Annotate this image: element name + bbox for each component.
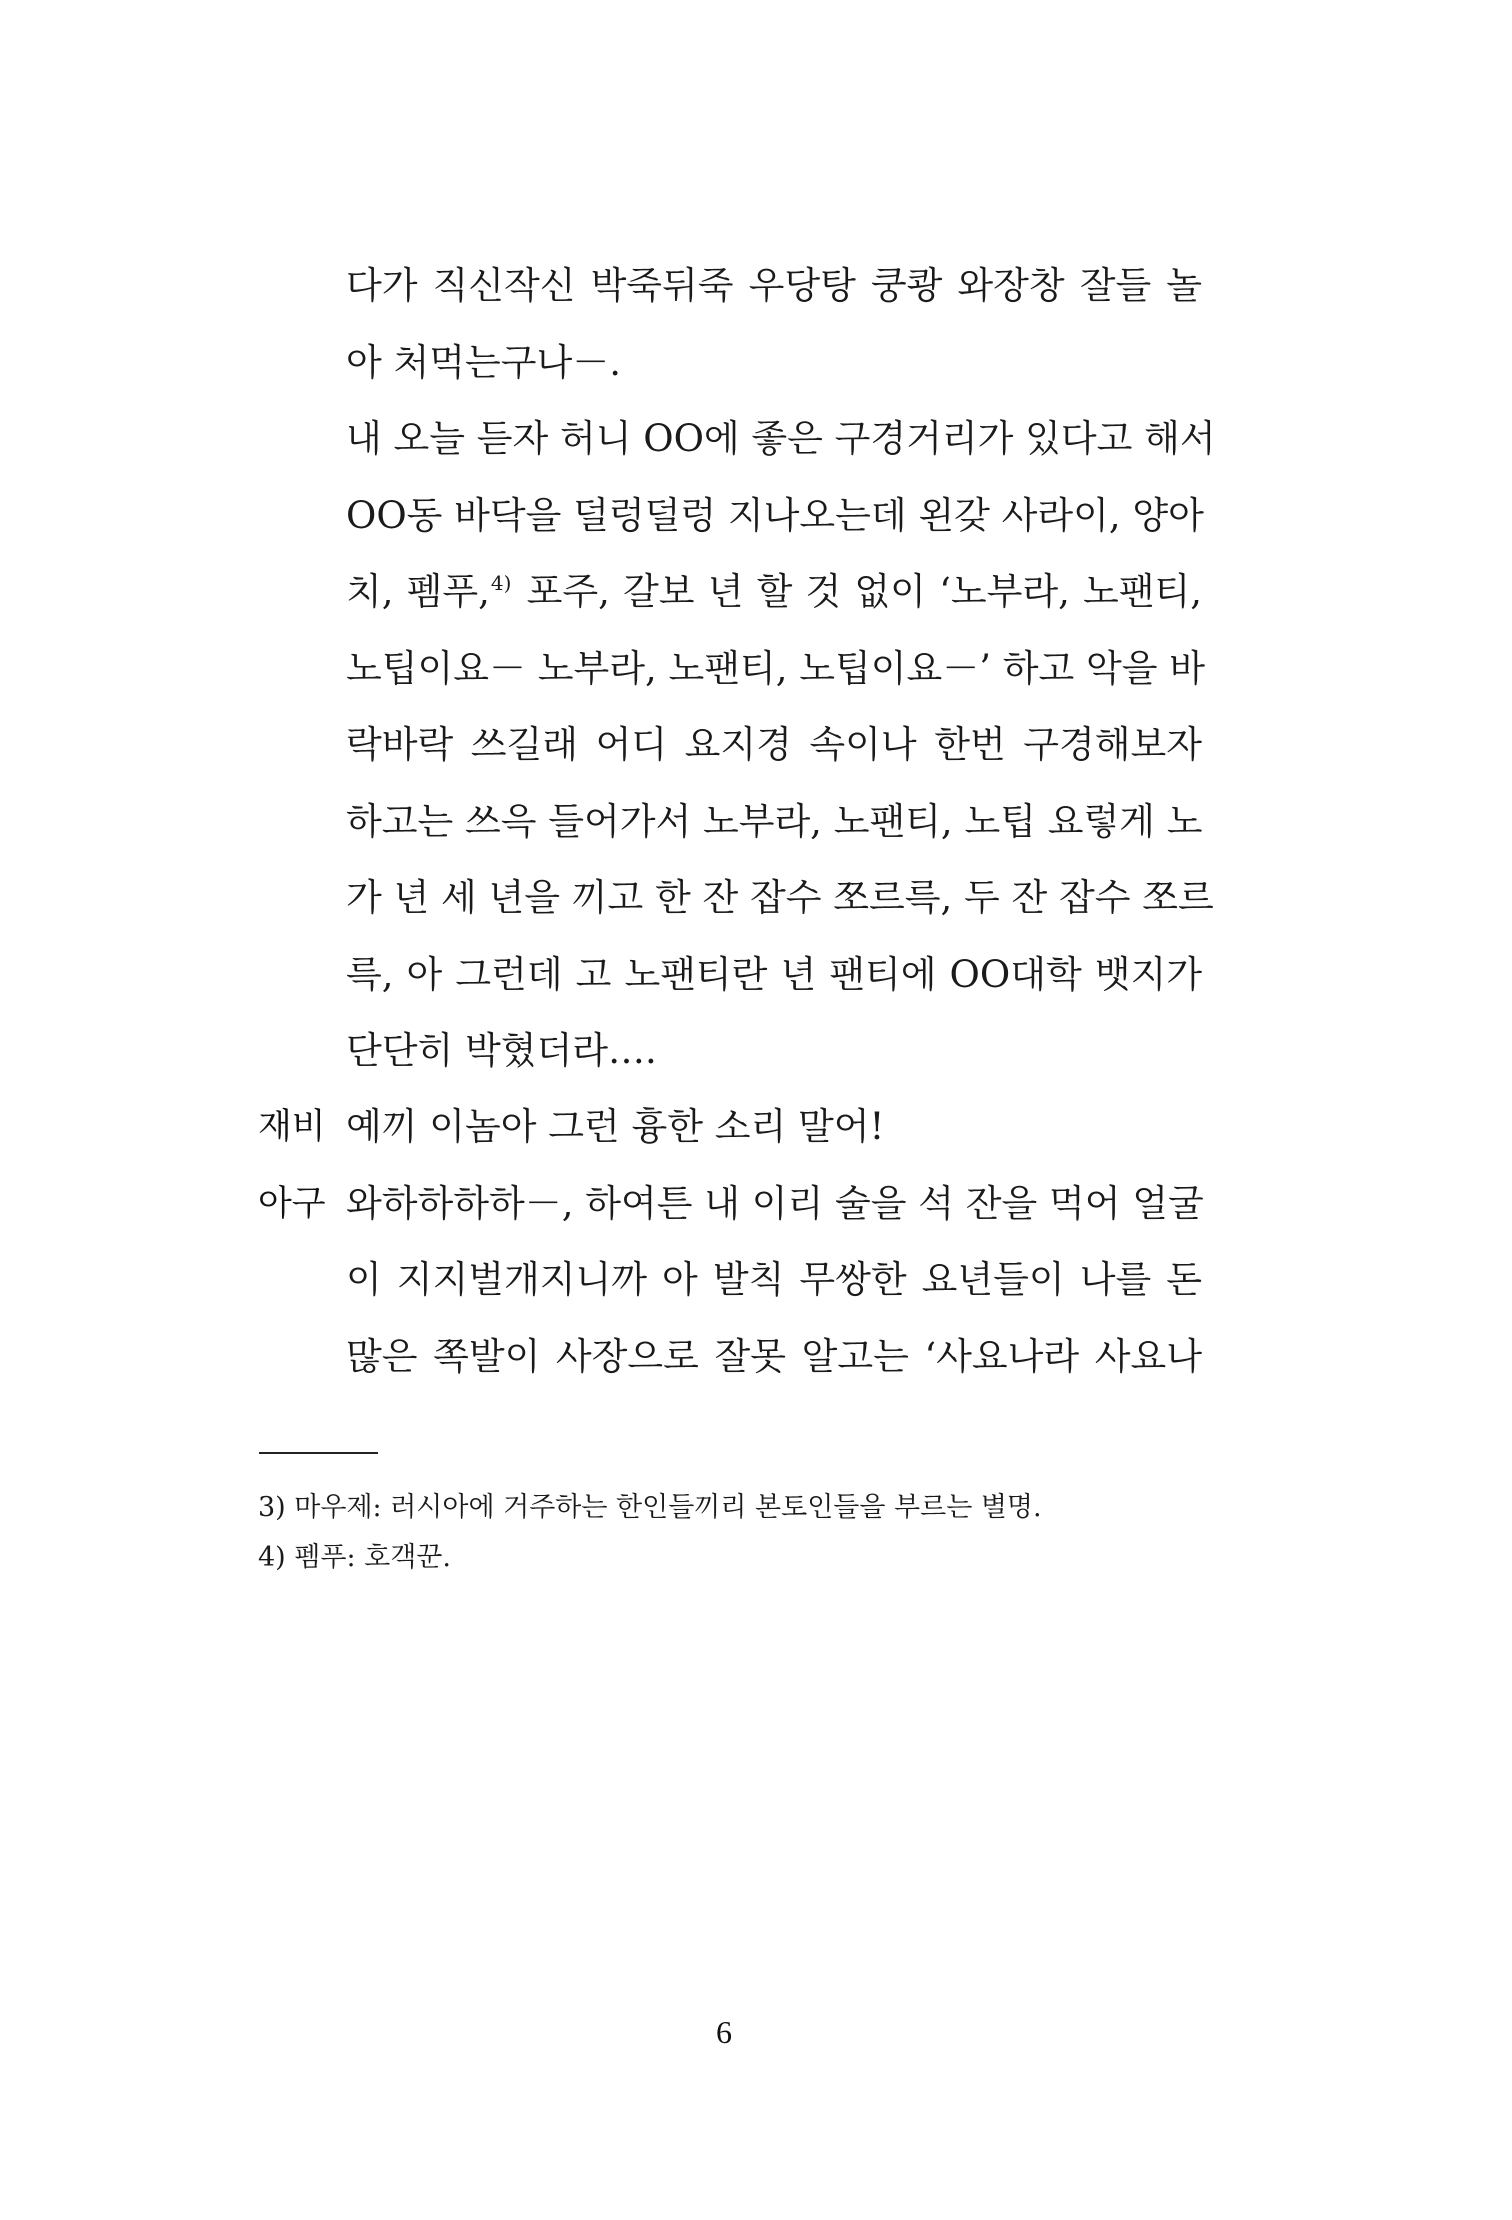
dialogue-jaebi-line-1: 예끼 이놈아 그런 흉한 소리 말어! — [346, 1105, 885, 1148]
body-line-5 — [346, 568, 1202, 616]
body-line-2: 아 처먹는구나－. — [346, 341, 621, 384]
body-line-11: 단단히 박혔더라…. — [346, 1029, 657, 1072]
footnote-4: 4) 펨푸: 호객꾼. — [258, 1542, 451, 1573]
body-line-4: OO동 바닥을 덜렁덜렁 지나오는데 왼갖 사라이, 양아 — [346, 494, 1204, 537]
footnote-3: 3) 마우제: 러시아에 거주하는 한인들끼리 본토인들을 부르는 별명. — [258, 1492, 1042, 1523]
body-line-6: 노팁이요－ 노부라, 노팬티, 노팁이요－’ 하고 악을 바 — [346, 647, 1205, 690]
body-line-7: 락바락 쓰길래 어디 요지경 속이나 한번 구경해보자 — [346, 723, 1202, 766]
body-line-5-part-b: 포주, 갈보 년 할 것 없이 ‘노부라, 노팬티, — [513, 570, 1202, 613]
body-line-8: 하고는 쓰윽 들어가서 노부라, 노팬티, 노팁 요렇게 노 — [346, 800, 1203, 843]
body-line-10: 륵, 아 그런데 고 노팬티란 년 팬티에 OO대학 뱃지가 — [346, 953, 1202, 996]
dialogue-agu-line-3: 많은 쪽발이 사장으로 잘못 알고는 ‘사요나라 사요나 — [346, 1335, 1202, 1378]
footnote-ref-4[interactable]: 4) — [490, 571, 512, 595]
body-line-5-part-a: 치, 펨푸, — [346, 570, 490, 613]
speaker-label-jaebi: 재비 — [258, 1107, 326, 1147]
footnote-separator — [259, 1452, 378, 1454]
page-number: 6 — [716, 2014, 732, 2050]
body-line-1: 다가 직신작신 박죽뒤죽 우당탕 쿵쾅 와장창 잘들 놀 — [346, 264, 1202, 307]
dialogue-agu-line-2: 이 지지벌개지니까 아 발칙 무쌍한 요년들이 나를 돈 — [346, 1258, 1202, 1301]
body-line-3: 내 오늘 듣자 허니 OO에 좋은 구경거리가 있다고 해서 — [346, 417, 1216, 460]
dialogue-agu-line-1: 와하하하하－, 하여튼 내 이리 술을 석 잔을 먹어 얼굴 — [346, 1182, 1204, 1225]
body-line-9: 가 년 세 년을 끼고 한 잔 잡수 쪼르륵, 두 잔 잡수 쪼르 — [346, 876, 1214, 919]
speaker-label-agu: 아구 — [258, 1184, 326, 1224]
